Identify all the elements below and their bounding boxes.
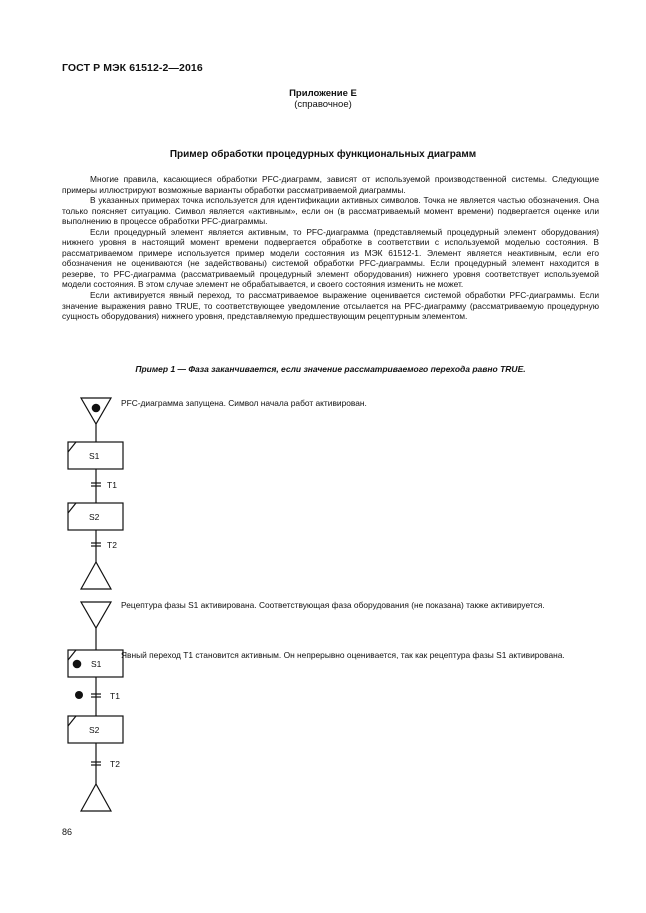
active-dot: [75, 691, 83, 699]
diagram1-note: PFC-диаграмма запущена. Символ начала работ активирован.: [121, 398, 367, 408]
start-symbol: [81, 602, 111, 628]
diagram2-note-a: Рецептура фазы S1 активирована. Соответствующая фаза оборудования (не показана) также активируется.: [121, 600, 545, 610]
step-s2-label: S2: [89, 512, 100, 522]
end-symbol: [81, 562, 111, 589]
standard-id: ГОСТ Р МЭК 61512-2—2016: [62, 62, 203, 74]
pfc-diagram-2: [68, 602, 123, 811]
step-s2-label: S2: [89, 725, 100, 735]
paragraph: Если активируется явный переход, то рассматриваемое выражение оценивается системой обработки PFC-диаграммы. Если значение выражения равно TRUE, то соответствующее уведомление отсылается на PFC-диаграмму (рассматриваемую процедурную сущность оборудования) нижнего уровня, представляемую предшествующим рецептурным элементом.: [62, 290, 599, 322]
transition-t1-label: T1: [107, 480, 117, 490]
example-heading: Пример 1 — Фаза заканчивается, если значение рассматриваемого перехода равно TRUE.: [135, 364, 526, 374]
end-symbol: [81, 784, 111, 811]
step-s1-label: S1: [89, 451, 100, 461]
transition-t2-label: T2: [110, 759, 120, 769]
annex-title: Приложение Е: [289, 88, 357, 99]
paragraph: Многие правила, касающиеся обработки PFC-диаграмм, зависят от используемой производственной системы. Следующие примеры иллюстрируют возможные варианты обработки рассматриваемой диаграммы.: [62, 174, 599, 195]
diagram2-note-b: Явный переход T1 становится активным. Он непрерывно оценивается, так как рецептура фазы S1 активирована.: [121, 650, 565, 660]
transition-t2-label: T2: [107, 540, 117, 550]
step-s1-label: S1: [91, 659, 102, 669]
active-dot: [92, 404, 101, 413]
annex-type: (справочное): [294, 99, 352, 110]
active-dot: [73, 660, 82, 669]
paragraph: Если процедурный элемент является активным, то PFC-диаграмма (представляемый процедурный элемент оборудования) нижнего уровня в настоящий момент времени подвергается обработке в соответствии с используемой моделью состояния. В рассматриваемом примере используется пример модели состояния из МЭК 61512-1. Элемент является неактивным, если его обозначения не оцениваются (не задействованы) системой обработки PFC-диаграммы. Если процедурный элемент находится в резерве, то PFC-диаграмма (рассматриваемый процедурный элемент оборудования) нижнего уровня соответствует используемой модели состояния. В этом случае элемент не обрабатывается, и своего состояния изменить не может.: [62, 226, 599, 290]
page-number: 86: [62, 827, 73, 837]
section-title: Пример обработки процедурных функциональных диаграмм: [169, 149, 477, 160]
pfc-diagram-1: [68, 398, 123, 589]
transition-t1-label: T1: [110, 691, 120, 701]
paragraph: В указанных примерах точка используется для идентификации активных символов. Точка не является частью обозначения. Она только поясняет ситуацию. Символ является «активным», если он (в рассматриваемый момент времени) подвергается оценке или выполнению в процессе обработки PFC-диаграммы.: [62, 195, 599, 227]
